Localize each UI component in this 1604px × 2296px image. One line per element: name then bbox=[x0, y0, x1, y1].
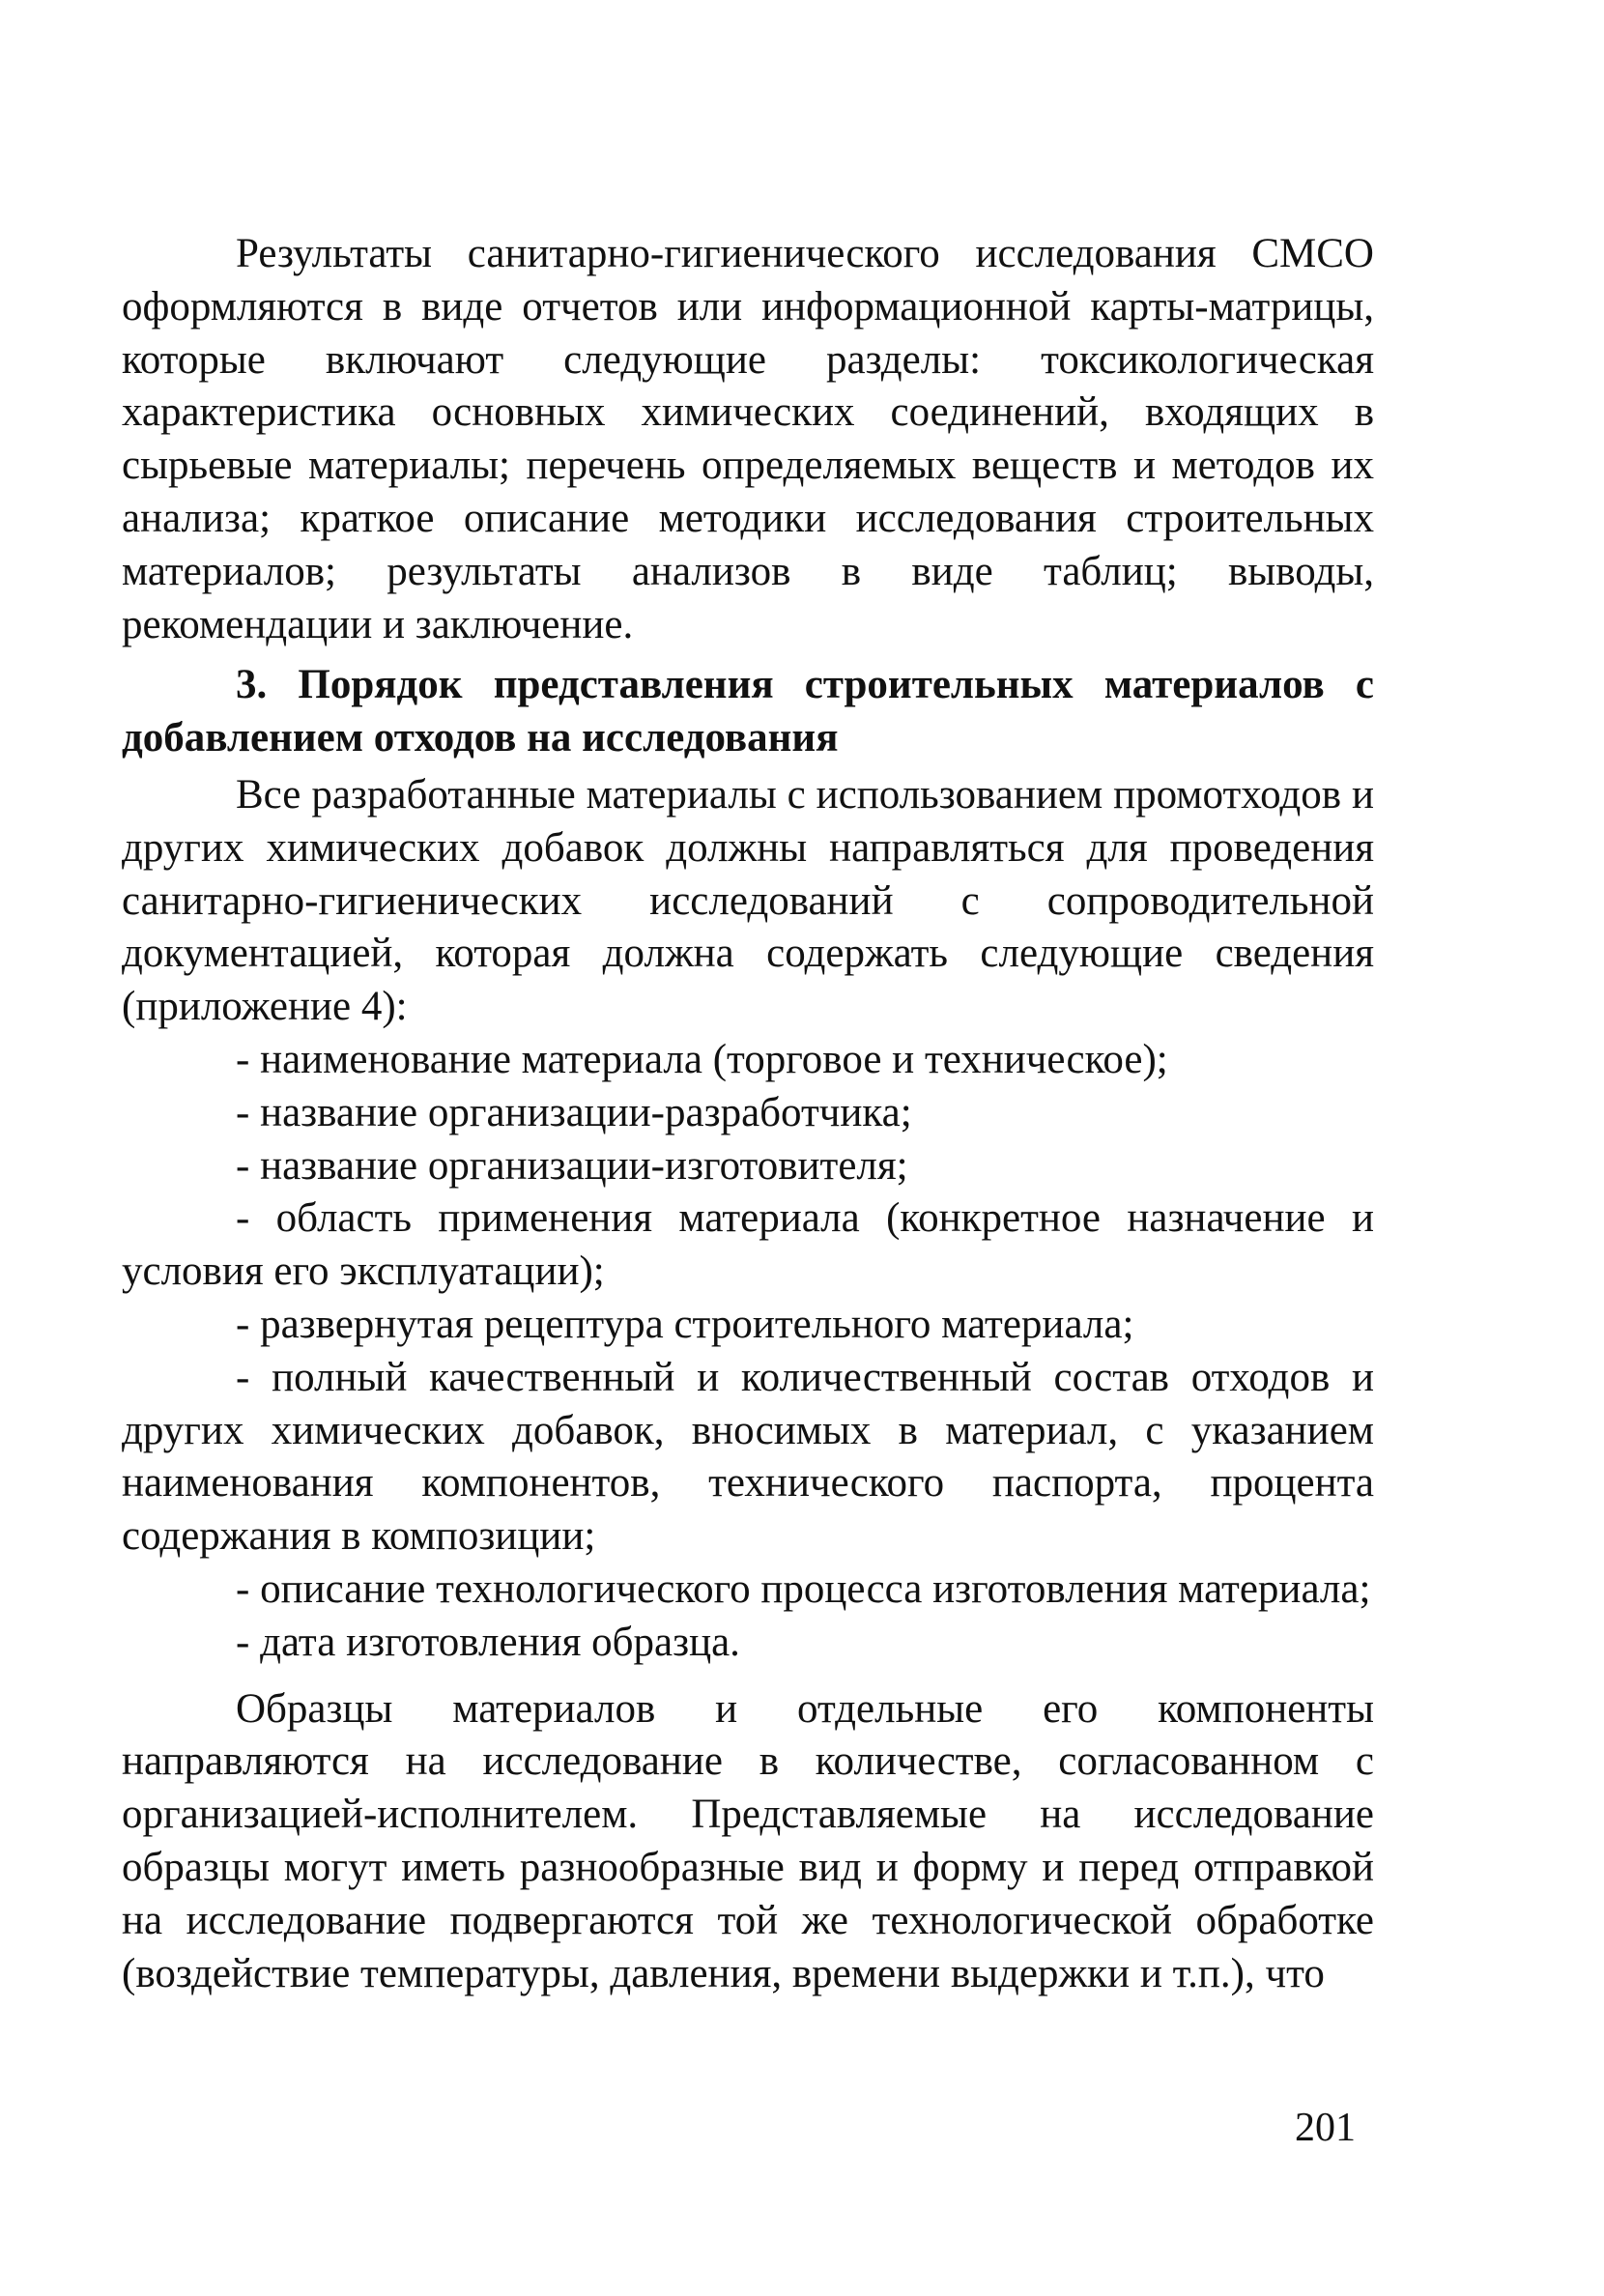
list-item: - наименование материала (торговое и техническое); bbox=[236, 1036, 1168, 1082]
list-item: - название организации-изготовителя; bbox=[236, 1142, 908, 1189]
page-body bbox=[122, 228, 1374, 2000]
list-item: - развернутая рецептура строительного материала; bbox=[236, 1301, 1134, 1347]
list-item: - полный качественный и количественный состав отходов и других химических добавок, вносимых в материал, с указанием наименования компонентов, технического паспорта, процента содержания в композиции; bbox=[122, 1354, 1374, 1560]
list-item: - дата изготовления образца. bbox=[236, 1619, 740, 1665]
list-item: - описание технологического процесса изготовления материала; bbox=[236, 1565, 1371, 1612]
list-item: - название организации-разработчика; bbox=[236, 1089, 912, 1135]
paragraph-materials: Все разработанные материалы с использованием промотходов и других химических добавок должны направляться для проведения санитарно-гигиенических исследований с сопроводительной документацией, которая должна содержать следующие сведения (приложение 4): bbox=[122, 771, 1374, 1030]
paragraph-results: Результаты санитарно-гигиенического исследования СМСО оформляются в виде отчетов или информационной карты-матрицы, которые включают следующие разделы: токсикологическая характеристика основных химических соединений, входящих в сырьевые материалы; перечень определяемых веществ и методов их анализа; краткое описание методики исследования строительных материалов; результаты анализов в виде таблиц; выводы, рекомендации и заключение. bbox=[122, 231, 1374, 647]
list-item: - область применения материала (конкретное назначение и условия его эксплуатации); bbox=[122, 1195, 1374, 1295]
requirements-list bbox=[122, 1034, 1374, 1670]
section-heading: 3. Порядок представления строительных материалов с добавлением отходов на исследования bbox=[122, 662, 1374, 761]
paragraph-samples: Образцы материалов и отдельные его компоненты направляются на исследование в количестве, согласованном с организацией-исполнителем. Представляемые на исследование образцы могут иметь разнообразные вид и форму и перед отправкой на исследование подвергаются той же технологической обработке (воздействие температуры, давления, времени выдержки и т.п.), что bbox=[122, 1685, 1374, 1996]
page-number: 201 bbox=[1295, 2106, 1356, 2150]
